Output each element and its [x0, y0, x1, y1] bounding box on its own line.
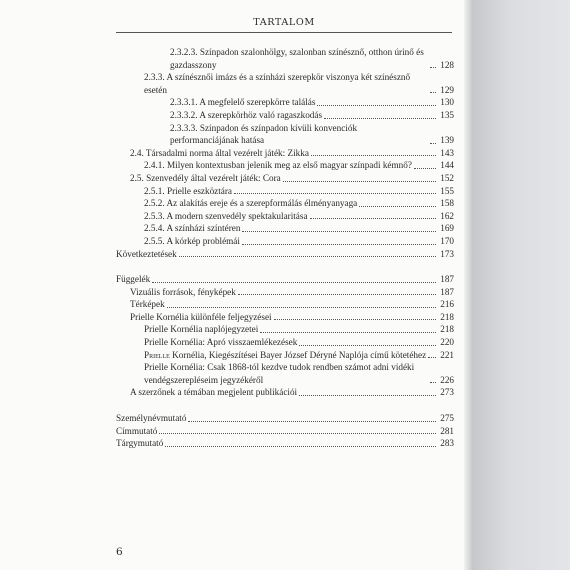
- dot-leader: [238, 294, 436, 295]
- section-gap: [116, 399, 454, 412]
- toc-entry-title: 2.3.2.3. Színpadon szalonhölgy, szalonban színésznő, otthon úrinő és gazdasszony: [170, 47, 424, 70]
- toc-entry-page: 216: [440, 299, 454, 310]
- header-rule: [116, 32, 452, 33]
- toc-entry[interactable]: [116, 109, 454, 122]
- toc-entry-page: 135: [440, 109, 454, 120]
- running-head: TARTALOM: [253, 17, 315, 28]
- toc-entry[interactable]: [116, 412, 454, 425]
- dot-leader: [152, 282, 436, 283]
- toc-entry-page: 173: [440, 248, 454, 259]
- toc-entry[interactable]: [116, 311, 454, 324]
- page-edge: [464, 0, 472, 570]
- dot-leader: [428, 357, 436, 358]
- dot-leader: [359, 206, 436, 207]
- dot-leader: [188, 421, 436, 422]
- dot-leader: [430, 143, 436, 144]
- toc-entry-page: 218: [440, 324, 454, 335]
- toc-entry[interactable]: [116, 298, 454, 311]
- dot-leader: [430, 382, 436, 383]
- toc-entry-page: 275: [440, 413, 454, 424]
- dot-leader: [234, 193, 436, 194]
- toc-entry-title: Prielle Kornélia naplójegyzetei: [144, 324, 259, 335]
- page-number: 6: [116, 546, 123, 558]
- toc-entry-page: 128: [440, 59, 454, 70]
- dot-leader: [159, 433, 436, 434]
- toc-entry[interactable]: [116, 122, 454, 147]
- dot-leader: [310, 218, 436, 219]
- toc-entry[interactable]: [116, 361, 454, 386]
- toc-entry-title: Következtetések: [116, 248, 177, 259]
- dot-leader: [317, 105, 436, 106]
- toc-entry-page: 143: [440, 147, 454, 158]
- toc-entry-page: 281: [440, 425, 454, 436]
- toc-entry[interactable]: [116, 71, 454, 96]
- dot-leader: [324, 118, 436, 119]
- toc-entry-page: 220: [440, 337, 454, 348]
- toc-entry-page: 273: [440, 387, 454, 398]
- toc-entry-page: 155: [440, 185, 454, 196]
- dot-leader: [430, 67, 436, 68]
- toc-entry[interactable]: [116, 286, 454, 299]
- toc-entry-page: 169: [440, 223, 454, 234]
- binding-shadow: [472, 0, 570, 570]
- toc-entry-title: 2.3.3.1. A megfelelő szerepkörre találás: [170, 97, 316, 108]
- toc-entry-title: Térképek: [130, 299, 165, 310]
- section-gap: [116, 260, 454, 273]
- toc-entry-title: A szerzőnek a témában megjelent publikációi: [130, 387, 298, 398]
- toc-entry[interactable]: [116, 222, 454, 235]
- toc-entry[interactable]: [116, 197, 454, 210]
- toc-entry[interactable]: [116, 248, 454, 261]
- toc-entry[interactable]: [116, 210, 454, 223]
- toc-entry-page: 187: [440, 286, 454, 297]
- toc-entry-page: 283: [440, 438, 454, 449]
- toc-entry-title: 2.3.3.3. Színpadon és színpadon kívüli konvenciók performanciájának hatása: [170, 122, 358, 146]
- toc-entry-page: 152: [440, 172, 454, 183]
- dot-leader: [414, 168, 436, 169]
- dot-leader: [242, 244, 436, 245]
- toc-entry-page: 218: [440, 311, 454, 322]
- toc-entry-title: 2.5.3. A modern szenvedély spektakularitása: [144, 210, 308, 221]
- toc-entry-page: 158: [440, 198, 454, 209]
- dot-leader: [299, 395, 436, 396]
- toc-entry-page: 130: [440, 97, 454, 108]
- toc-entry[interactable]: [116, 336, 454, 349]
- toc-entry-title: Címmutató: [116, 425, 158, 436]
- toc-entry[interactable]: [116, 273, 454, 286]
- dot-leader: [179, 256, 436, 257]
- toc-entry[interactable]: [116, 147, 454, 160]
- toc-entry-title: 2.5.4. A színházi színtéren: [144, 223, 241, 234]
- toc-entry-page: 221: [440, 349, 454, 360]
- toc-entry[interactable]: [116, 349, 454, 362]
- toc-entry-title: 2.5.1. Prielle eszköztára: [144, 185, 233, 196]
- toc-entry-title: Személynévmutató: [116, 413, 187, 424]
- toc-entry[interactable]: [116, 172, 454, 185]
- toc-entry-title: Függelék: [116, 274, 151, 285]
- dot-leader: [242, 231, 436, 232]
- toc-entry[interactable]: [116, 323, 454, 336]
- toc-entry-page: 187: [440, 274, 454, 285]
- dot-leader: [430, 92, 436, 93]
- toc-entry[interactable]: [116, 235, 454, 248]
- toc-entry-page: 170: [440, 235, 454, 246]
- toc-entry-page: 129: [440, 84, 454, 95]
- toc-entry-title: Prielle Kornélia: Csak 1868-tól kezdve tudok rendben számot adni vidéki vendégszerepléseim jegyzékéről: [144, 362, 415, 385]
- toc-entry[interactable]: [116, 159, 454, 172]
- dot-leader: [165, 446, 436, 447]
- table-of-contents: [116, 46, 454, 450]
- dot-leader: [274, 319, 436, 320]
- dot-leader: [167, 307, 436, 308]
- toc-entry-title: 2.5.2. Az alakítás ereje és a szerepformálás élményanyaga: [144, 198, 358, 209]
- toc-entry[interactable]: [116, 386, 454, 399]
- toc-entry-title: Prielle Kornélia különféle feljegyzései: [130, 311, 272, 322]
- toc-entry[interactable]: [116, 185, 454, 198]
- dot-leader: [283, 181, 436, 182]
- dot-leader: [311, 155, 436, 156]
- toc-entry-title: 2.3.3.2. A szerepkörhöz való ragaszkodás: [170, 109, 323, 120]
- toc-entry-title: 2.5.5. A kórkép problémái: [144, 235, 240, 246]
- toc-entry-title: Vizuális források, fényképek: [130, 286, 236, 297]
- toc-entry-title: 2.5. Szenvedély által vezérelt játék: Cora: [130, 172, 281, 183]
- toc-entry-title: 2.3.3. A színésznői imázs és a színházi szerepkör viszonya két színésznő esetén: [144, 72, 411, 95]
- toc-entry-title: 2.4. Társadalmi norma által vezérelt játék: Zikka: [130, 147, 309, 158]
- toc-entry-title: Tárgymutató: [116, 438, 164, 449]
- toc-entry-page: 144: [440, 160, 454, 171]
- toc-entry-title: Prielle Kornélia, Kiegészítései Bayer József Déryné Naplója című kötetéhez: [144, 349, 427, 360]
- toc-entry-title: 2.4.1. Milyen kontextusban jelenik meg az első magyar színpadi kémnő?: [144, 160, 412, 171]
- toc-entry-page: 139: [440, 135, 454, 146]
- toc-entry[interactable]: [116, 96, 454, 109]
- toc-entry-title: Prielle Kornélia: Apró visszaemlékezések: [144, 337, 298, 348]
- toc-entry-page: 162: [440, 210, 454, 221]
- toc-entry-page: 226: [440, 374, 454, 385]
- dot-leader: [299, 345, 436, 346]
- dot-leader: [260, 332, 436, 333]
- toc-entry[interactable]: [116, 425, 454, 438]
- toc-entry[interactable]: [116, 46, 454, 71]
- toc-entry[interactable]: [116, 437, 454, 450]
